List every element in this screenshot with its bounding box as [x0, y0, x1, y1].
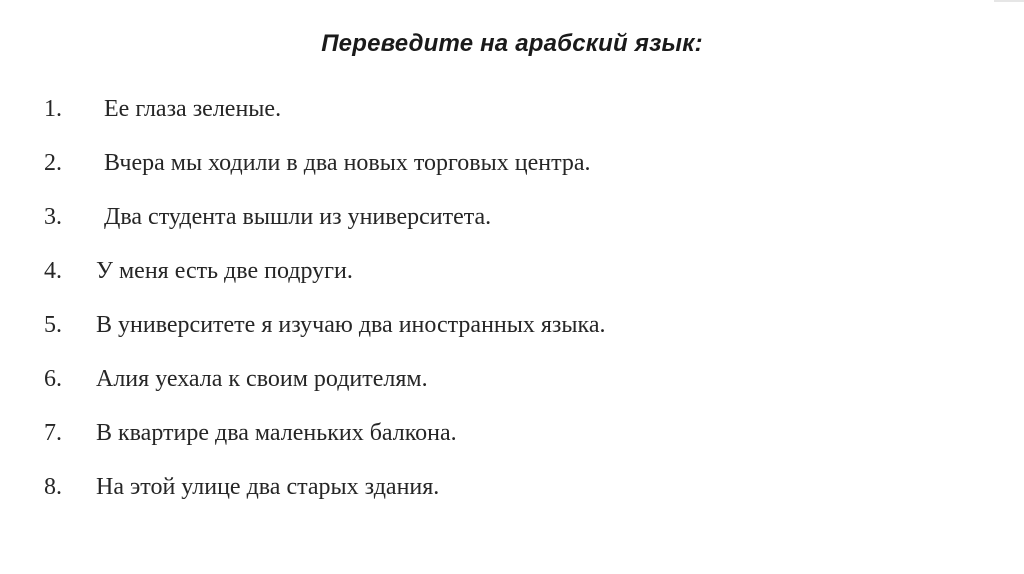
item-number: 3. — [44, 204, 62, 230]
list-item — [44, 150, 984, 204]
item-text: Алия уехала к своим родителям. — [96, 366, 428, 392]
list-item — [44, 96, 984, 150]
list-item — [44, 312, 984, 366]
item-number: 4. — [44, 258, 62, 284]
item-number: 2. — [44, 150, 62, 176]
list-item — [44, 366, 984, 420]
list-item — [44, 474, 984, 528]
item-text: Вчера мы ходили в два новых торговых центра. — [104, 150, 591, 176]
item-text: В университете я изучаю два иностранных языка. — [96, 312, 606, 338]
exercise-list — [44, 96, 984, 528]
item-number: 8. — [44, 474, 62, 500]
item-text: На этой улице два старых здания. — [96, 474, 440, 500]
slide-edge-mark — [994, 0, 1024, 2]
item-text: Ее глаза зеленые. — [104, 96, 282, 122]
list-item — [44, 204, 984, 258]
list-item — [44, 258, 984, 312]
slide-title: Переведите на арабский язык: — [321, 30, 703, 57]
item-number: 5. — [44, 312, 62, 338]
item-text: В квартире два маленьких балкона. — [96, 420, 457, 446]
list-item — [44, 420, 984, 474]
item-text: У меня есть две подруги. — [96, 258, 353, 284]
item-text: Два студента вышли из университета. — [104, 204, 492, 230]
item-number: 7. — [44, 420, 62, 446]
item-number: 1. — [44, 96, 62, 122]
item-number: 6. — [44, 366, 62, 392]
